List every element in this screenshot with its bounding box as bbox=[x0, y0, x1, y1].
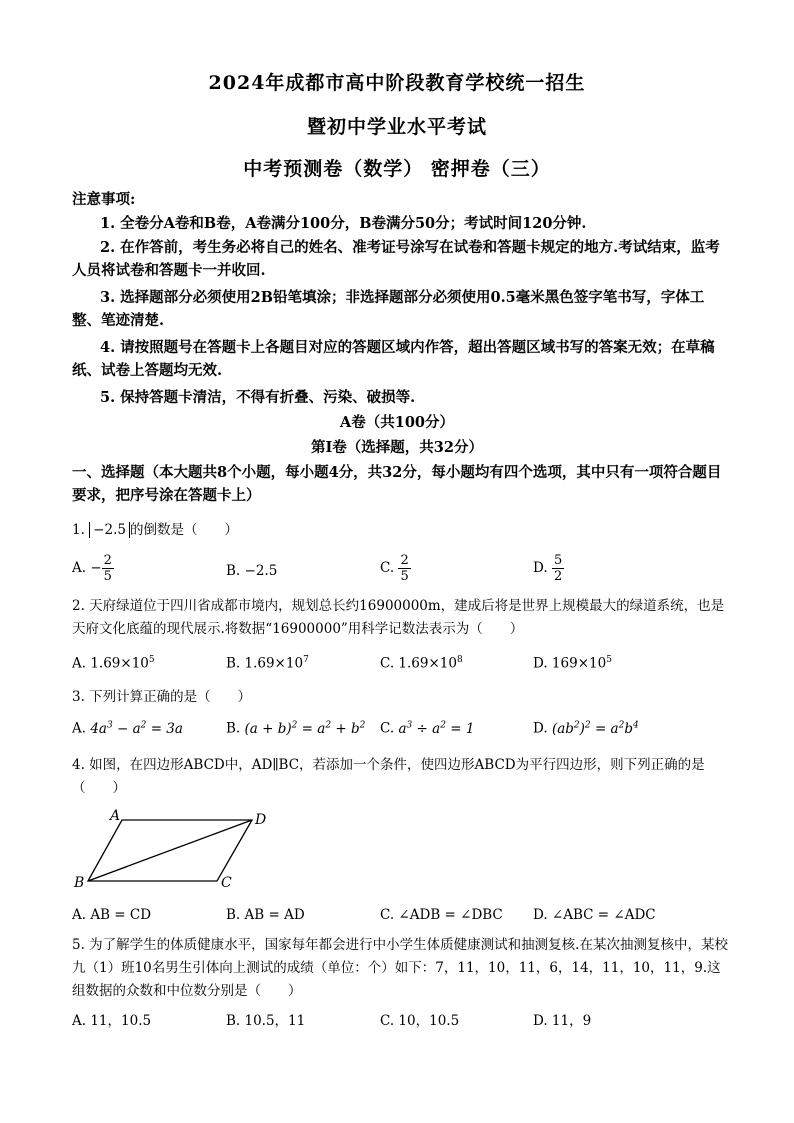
question-3-stem: 3. 下列计算正确的是（ ） bbox=[72, 689, 252, 705]
q5-option-a[interactable]: A. 11，10.5 bbox=[72, 1013, 152, 1029]
q1-option-c[interactable]: C. $\frac{2}{5}$ bbox=[380, 553, 409, 584]
notice-item-3: 3. 选择题部分必须使用2B铅笔填涂；非选择题部分必须使用0.5毫米黑色签字笔书写，字体工整、笔迹清楚. bbox=[72, 289, 705, 329]
abs-value: −2.5 bbox=[89, 522, 130, 538]
vertex-label-a: A bbox=[110, 808, 121, 824]
q4-option-d[interactable]: D. ∠ABC = ∠ADC bbox=[533, 907, 656, 923]
q3-option-d[interactable]: D. $(ab^2)^2 = a^2b^4$ bbox=[533, 720, 639, 737]
notice-heading: 注意事项: bbox=[72, 191, 136, 208]
q1-option-a[interactable]: A. − $\frac{2}{5}$ bbox=[72, 553, 112, 584]
q2-option-a[interactable]: A. $1.69\times 10^5$ bbox=[72, 655, 155, 672]
q5-option-c[interactable]: C. 10，10.5 bbox=[380, 1013, 460, 1029]
question-2-stem: 2. 天府绿道位于四川省成都市境内，规划总长约16900000m，建成后将是世界上规模最大的绿道系统，也是天府文化底蕴的现代展示.将数据“16900000”用科学记数法表示为（ ） bbox=[72, 598, 725, 637]
q4-option-c[interactable]: C. ∠ADB = ∠DBC bbox=[380, 907, 503, 923]
q2-option-d[interactable]: D. $169\times 10^5$ bbox=[533, 655, 612, 672]
q5-option-d[interactable]: D. 11，9 bbox=[533, 1013, 592, 1029]
q1-option-b[interactable]: B. −2.5 bbox=[226, 563, 278, 579]
q3-option-c[interactable]: C. $a^3 \div a^2 = 1$ bbox=[380, 720, 475, 737]
question-5-stem: 5. 为了解学生的体质健康水平，国家每年都会进行中小学生体质健康测试和抽测复核.在某次抽测复核中，某校九（1）班10名男生引体向上测试的成绩（单位：个）如下：7，11，10，11，6，14，11，10，11，9.这组数据的众数和中位数分别是（ ） bbox=[72, 937, 728, 999]
diagonal-bd bbox=[88, 820, 252, 881]
section-instructions: 一、选择题（本大题共8个小题，每小题4分，共32分，每小题均有四个选项，其中只有一项符合题目要求，把序号涂在答题卡上） bbox=[72, 464, 722, 504]
q2-option-b[interactable]: B. $1.69\times 10^7$ bbox=[226, 655, 309, 672]
notice-item-2: 2. 在作答前，考生务必将自己的姓名、准考证号涂写在试卷和答题卡规定的地方.考试结束，监考人员将试卷和答题卡一并收回. bbox=[72, 239, 720, 279]
vertex-label-d: D bbox=[255, 812, 267, 828]
question-1-stem: 1. −2.5 的倒数是（ ） bbox=[72, 522, 238, 538]
vertex-label-c: C bbox=[221, 875, 232, 888]
vertex-label-b: B bbox=[74, 875, 85, 888]
q2-option-c[interactable]: C. $1.69\times 10^8$ bbox=[380, 655, 463, 672]
exam-title-line3: 中考预测卷（数学） 密押卷（三） bbox=[243, 158, 551, 180]
q5-option-b[interactable]: B. 10.5，11 bbox=[226, 1013, 306, 1029]
notice-item-4: 4. 请按照题号在答题卡上各题目对应的答题区域内作答，超出答题区域书写的答案无效；在草稿纸、试卷上答题均无效. bbox=[72, 339, 715, 379]
section-a-title: A卷（共100分） bbox=[339, 414, 455, 431]
q3-option-b[interactable]: B. $(a + b)^2 = a^2 + b^2$ bbox=[226, 720, 366, 737]
part-1-title: 第Ⅰ卷（选择题，共32分） bbox=[311, 439, 483, 456]
parallelogram-figure bbox=[72, 808, 282, 888]
notice-item-1: 1. 全卷分A卷和B卷，A卷满分100分，B卷满分50分；考试时间120分钟. bbox=[100, 215, 587, 232]
q4-option-a[interactable]: A. AB = CD bbox=[72, 907, 152, 923]
q1-option-d[interactable]: D. $\frac{5}{2}$ bbox=[533, 553, 563, 584]
exam-title-line2: 暨初中学业水平考试 bbox=[306, 116, 487, 138]
q4-option-b[interactable]: B. AB = AD bbox=[226, 907, 305, 923]
question-4-stem: 4. 如图，在四边形ABCD中，AD∥BC，若添加一个条件，使四边形ABCD为平行四边形，则下列正确的是（ ） bbox=[72, 757, 705, 796]
q3-option-a[interactable]: A. $4a^3 - a^2 = 3a$ bbox=[72, 720, 183, 737]
notice-item-5: 5. 保持答题卡清洁，不得有折叠、污染、破损等. bbox=[100, 389, 416, 406]
exam-title-line1: 2024年成都市高中阶段教育学校统一招生 bbox=[208, 72, 586, 94]
